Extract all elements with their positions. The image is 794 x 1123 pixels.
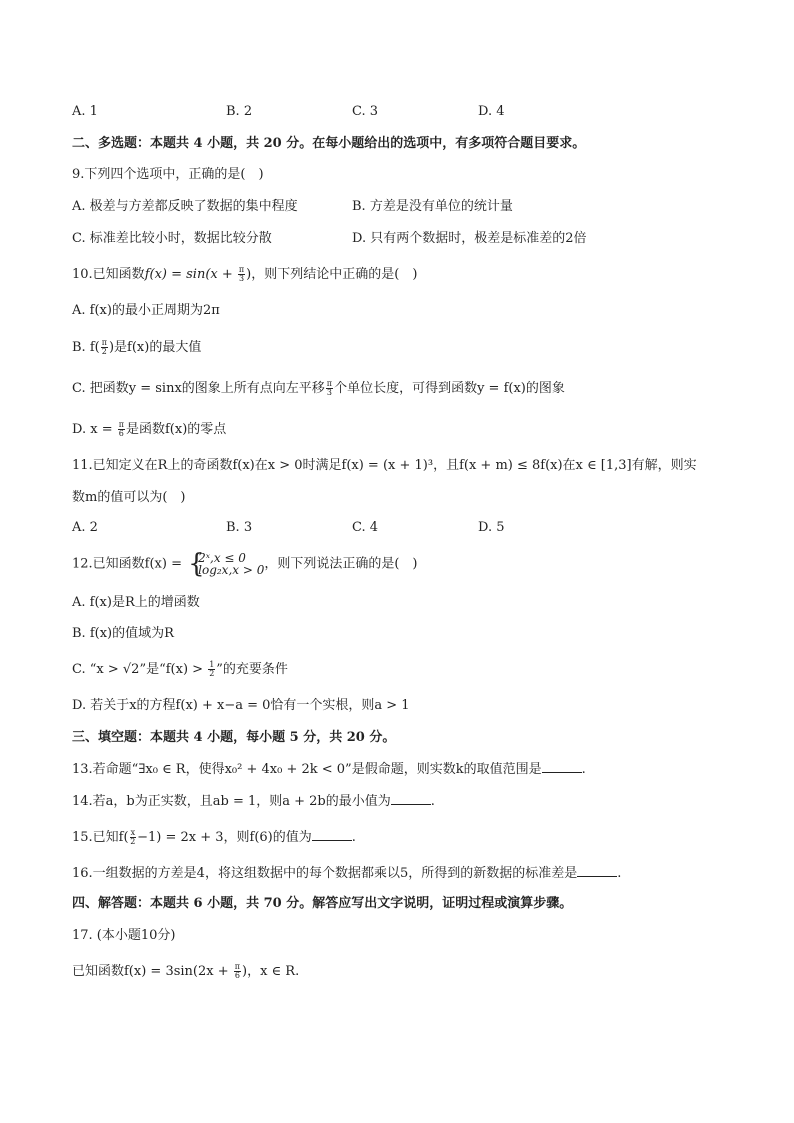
q15-text: −1) = 2x + 3，则f(6)的值为: [137, 830, 312, 845]
q11-stem-line2: 数m的值可以为( ): [72, 490, 186, 505]
fraction-denominator: 3: [326, 388, 332, 397]
q10-stem-fraction: [238, 266, 245, 283]
q12-stem-suffix: ，则下列说法正确的是( ): [264, 556, 418, 572]
q12-option-c-prefix: C. “x > √2”是“f(x) >: [72, 662, 208, 677]
q17-stem: [72, 963, 299, 981]
q11-option-b: B. 3: [226, 520, 253, 535]
q10-option-d-prefix: D. x =: [72, 422, 117, 437]
section4-header: 四、解答题：本题共 6 小题，共 70 分。解答应写出文字说明，证明过程或演算步骤。: [72, 896, 573, 911]
q9-option-c: C. 标准差比较小时，数据比较分散: [72, 231, 272, 246]
q8-option-d: D. 4: [478, 104, 505, 119]
q12-option-b: B. f(x)的值域为R: [72, 626, 174, 641]
q8-option-c: C. 3: [352, 104, 379, 119]
q17-fraction: [234, 963, 241, 980]
answer-blank[interactable]: [577, 864, 617, 877]
q10-option-c-fraction: [326, 380, 333, 397]
q12-piecewise: [188, 549, 265, 579]
q11-option-c: C. 4: [352, 520, 379, 535]
q14-text: 14.若a，b为正实数，且ab = 1，则a + 2b的最小值为: [72, 794, 391, 809]
q11-option-d: D. 5: [478, 520, 505, 535]
section2-header: 二、多选题：本题共 4 小题，共 20 分。在每小题给出的选项中，有多项符合题目要求。: [72, 136, 586, 151]
q16-suffix: .: [617, 866, 622, 881]
fraction-denominator: 2: [101, 347, 107, 356]
q9-option-b: B. 方差是没有单位的统计量: [352, 199, 513, 214]
fraction-denominator: 3: [238, 274, 245, 283]
fraction-numerator: π: [118, 420, 124, 429]
q14-suffix: .: [430, 794, 435, 809]
q13: [72, 760, 586, 779]
answer-blank[interactable]: [391, 792, 431, 805]
q12-option-d: D. 若关于x的方程f(x) + x−a = 0恰有一个实根，则a > 1: [72, 698, 410, 713]
q15-fraction: [130, 829, 137, 846]
q12-stem: [72, 549, 418, 579]
q10-option-b: [72, 339, 201, 357]
q17-prefix: 已知函数f(x) = 3sin(2x +: [72, 964, 233, 979]
q12-option-a: A. f(x)是R上的增函数: [72, 595, 200, 610]
q8-option-a: A. 1: [72, 104, 98, 119]
answer-blank[interactable]: [312, 828, 352, 841]
fraction-denominator: 6: [118, 429, 124, 438]
fraction-denominator: 2: [209, 669, 215, 678]
q12-option-c-fraction: [208, 661, 215, 678]
q14: [72, 792, 435, 811]
q12-piece-2: log₂x,x > 0: [198, 563, 265, 577]
fraction-denominator: 2: [130, 837, 136, 846]
q9-option-a: A. 极差与方差都反映了数据的集中程度: [72, 199, 298, 214]
fraction-numerator: x: [130, 828, 136, 837]
q10-option-b-fraction: [101, 339, 108, 356]
q15-suffix: .: [351, 830, 356, 845]
q12-option-c: [72, 661, 288, 679]
q10-stem: [72, 266, 417, 284]
q16-text: 16.一组数据的方差是4，将这组数据中的每个数据都乘以5，所得到的新数据的标准差是: [72, 866, 578, 881]
fraction-numerator: 1: [209, 660, 215, 669]
q10-option-d-fraction: [118, 421, 125, 438]
fraction-numerator: π: [326, 379, 333, 388]
section3-header: 三、填空题：本题共 4 小题，每小题 5 分，共 20 分。: [72, 730, 396, 745]
q10-option-c-prefix: C. 把函数y = sinx的图象上所有点向左平移: [72, 381, 325, 396]
q12-option-c-suffix: ”的充要条件: [216, 662, 288, 677]
left-brace-icon: {: [188, 549, 205, 579]
q9-option-d: D. 只有两个数据时，极差是标准差的2倍: [352, 231, 587, 246]
q10-option-a: A. f(x)的最小正周期为2π: [72, 303, 220, 318]
fraction-denominator: 6: [234, 971, 240, 980]
fraction-numerator: π: [238, 265, 245, 274]
q17-title: 17. (本小题10分): [72, 928, 176, 943]
q10-option-b-prefix: B. f(: [72, 340, 100, 355]
q10-stem-suffix: )，则下列结论中正确的是( ): [246, 267, 418, 282]
fraction-numerator: π: [234, 962, 241, 971]
q10-option-c: [72, 380, 565, 398]
q10-option-d-suffix: 是函数f(x)的零点: [125, 422, 227, 437]
q12-piece-1: 2ˣ,x ≤ 0: [198, 551, 246, 565]
q10-stem-prefix: 10.已知函数: [72, 267, 145, 282]
q10-option-b-suffix: )是f(x)的最大值: [108, 340, 202, 355]
q17-suffix: )，x ∈ R.: [242, 964, 300, 979]
q10-stem-formula: f(x) = sin(x +: [144, 267, 237, 282]
q15-prefix: 15.已知f(: [72, 830, 129, 845]
q8-option-b: B. 2: [226, 104, 253, 119]
q10-option-c-suffix: 个单位长度，可得到函数y = f(x)的图象: [334, 381, 565, 396]
answer-blank[interactable]: [542, 760, 582, 773]
q15: [72, 828, 356, 847]
fraction-numerator: π: [101, 338, 107, 347]
q9-stem: 9.下列四个选项中，正确的是( ): [72, 167, 264, 182]
q11-stem-line1: 11.已知定义在R上的奇函数f(x)在x > 0时满足f(x) = (x + 1)³，且f(x + m) ≤ 8f(x)在x ∈ [1,3]有解，则实: [72, 458, 697, 473]
q13-suffix: .: [581, 762, 586, 777]
q11-option-a: A. 2: [72, 520, 98, 535]
q13-text: 13.若命题“∃x₀ ∈ R，使得x₀² + 4x₀ + 2k < 0”是假命题，则实数k的取值范围是: [72, 762, 542, 777]
q16: [72, 864, 621, 883]
q12-stem-prefix: 12.已知函数f(x) =: [72, 556, 187, 572]
q10-option-d: [72, 421, 226, 439]
